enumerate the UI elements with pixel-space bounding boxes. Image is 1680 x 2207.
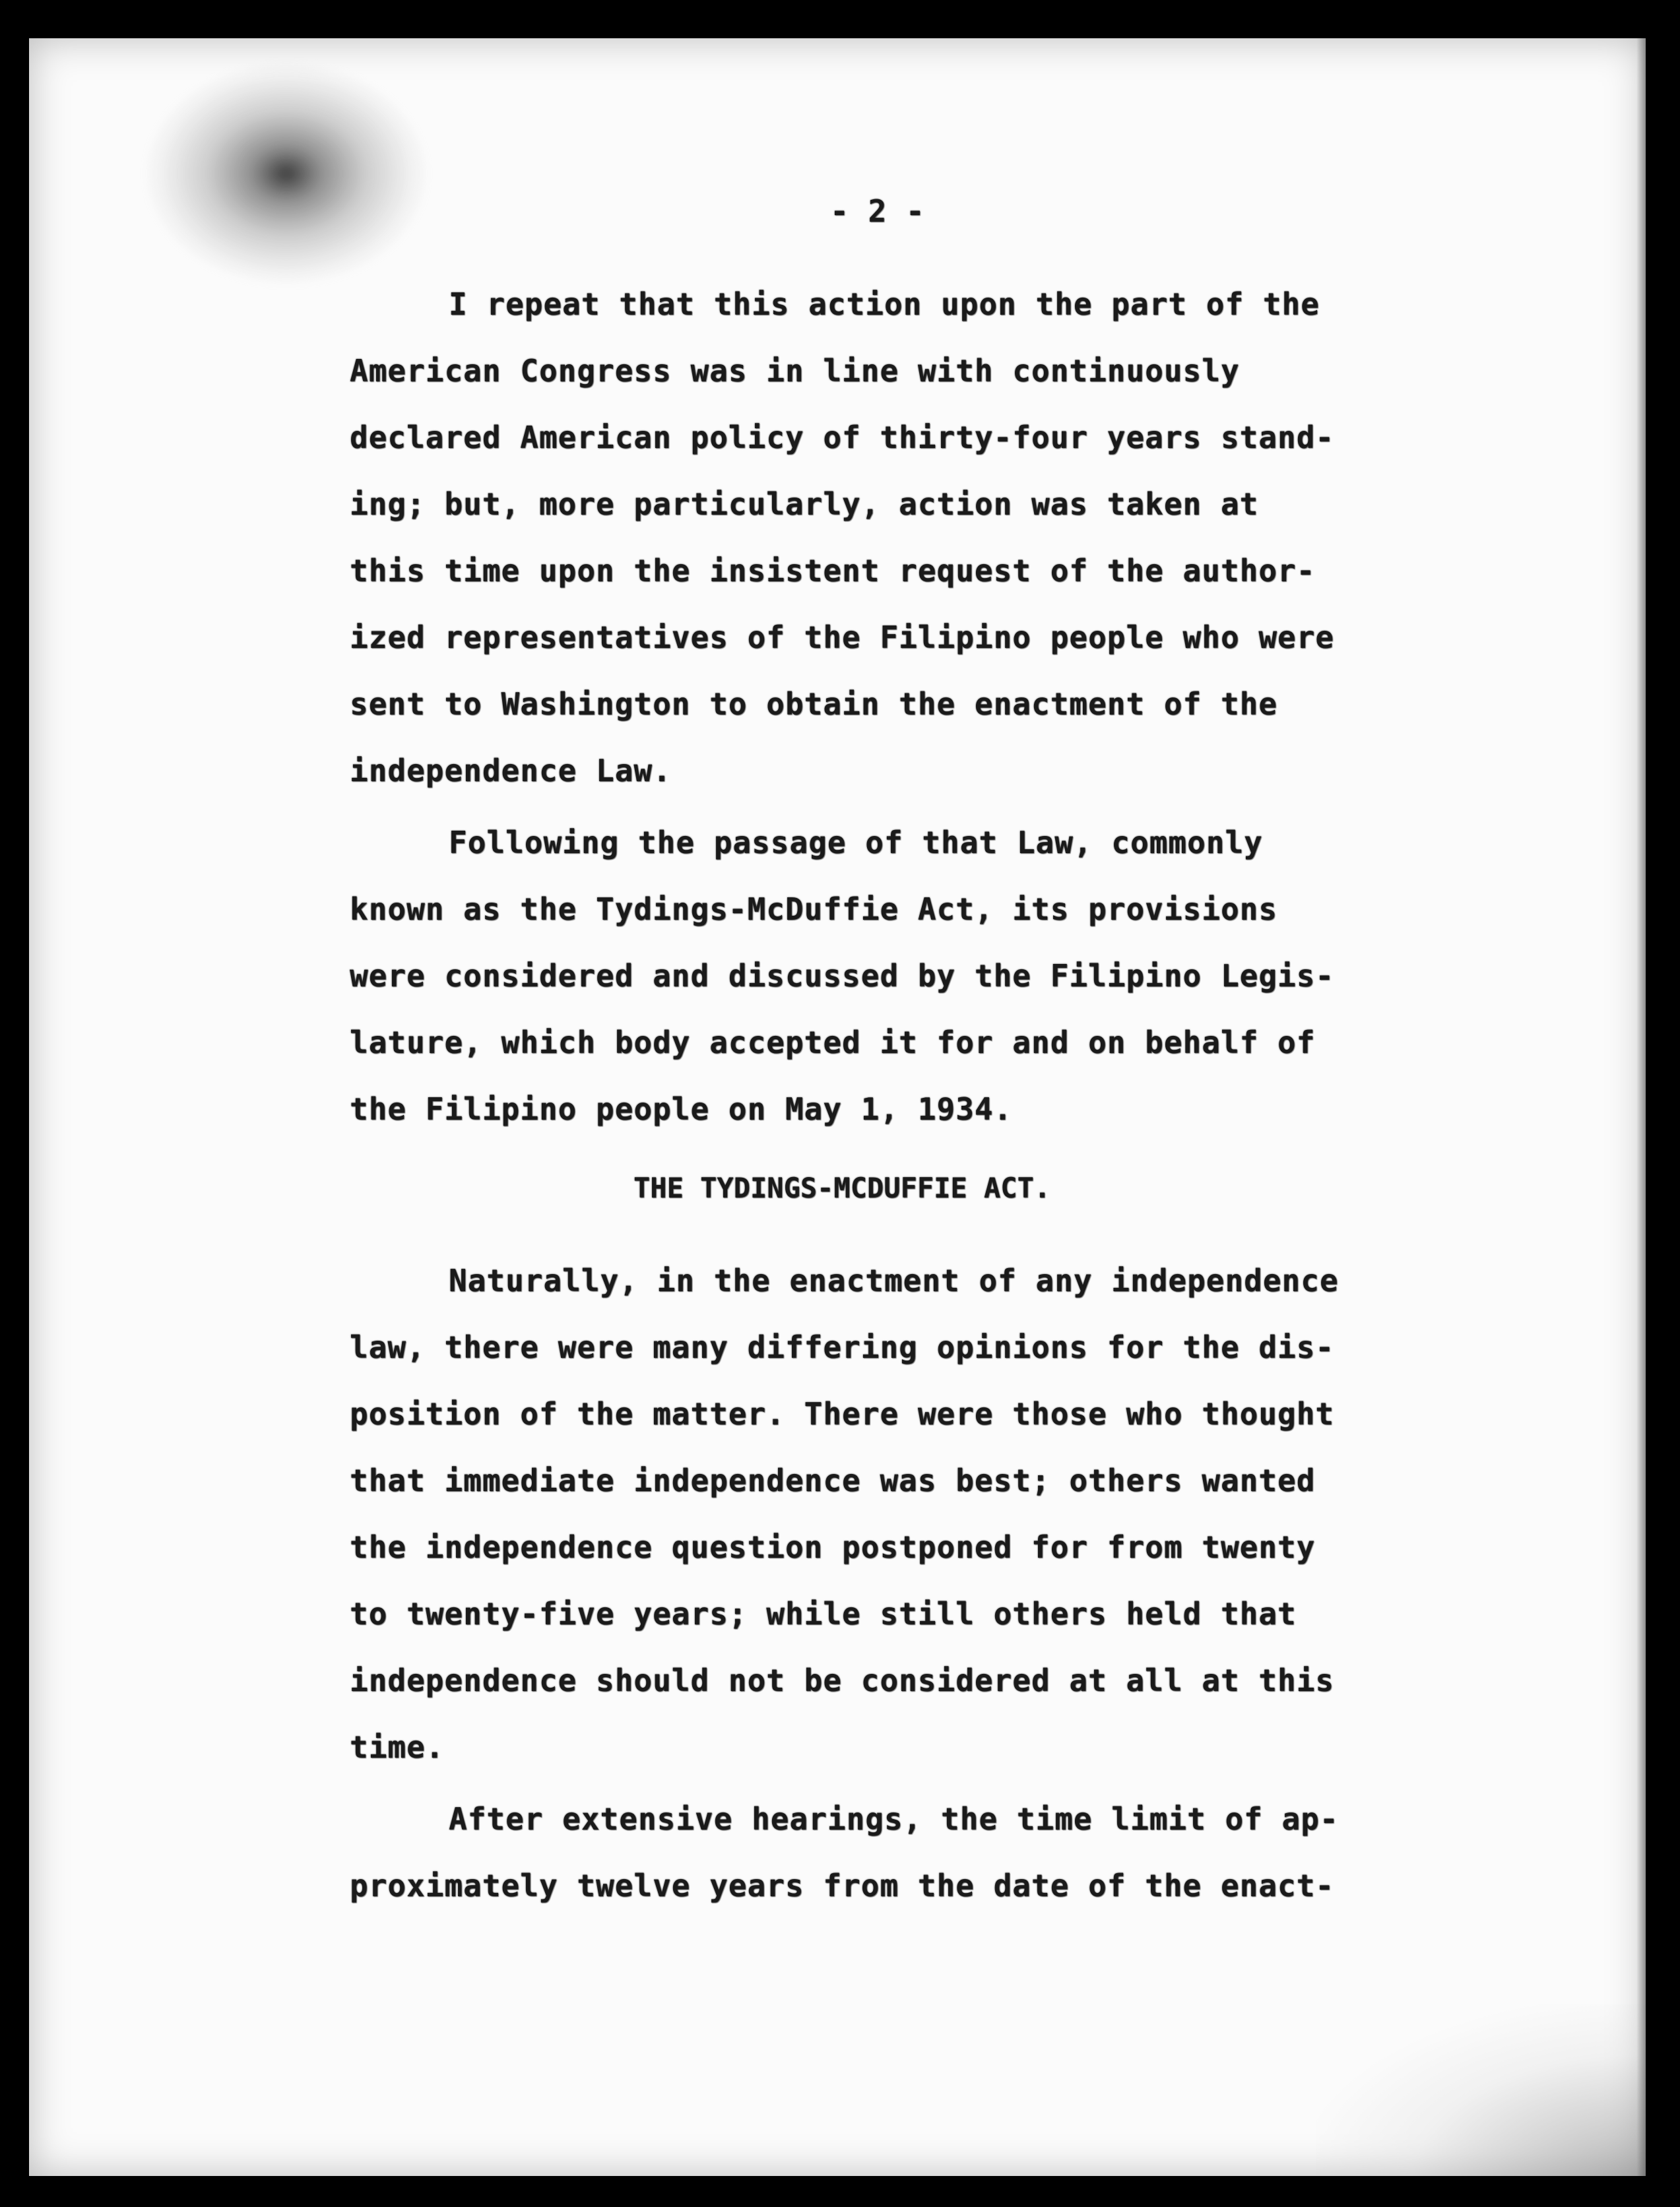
- text-line: declared American policy of thirty-four years stand-: [350, 420, 1335, 455]
- text-line: ized representatives of the Filipino people who were: [350, 620, 1335, 655]
- page-number: - 2 -: [830, 193, 925, 229]
- text-line: law, there were many differing opinions for the dis-: [350, 1329, 1335, 1365]
- paragraph: [350, 271, 1425, 804]
- section-heading: THE TYDINGS-MCDUFFIE ACT.: [633, 1172, 1051, 1204]
- text-line: Following the passage of that Law, commonly: [449, 825, 1263, 860]
- text-line: the independence question postponed for from twenty: [350, 1529, 1316, 1565]
- text-line: sent to Washington to obtain the enactment of the: [350, 686, 1278, 722]
- section-before-heading: [350, 271, 1425, 1143]
- document-body: [350, 178, 1425, 1925]
- text-line: to twenty-five years; while still others held that: [350, 1596, 1297, 1632]
- text-line: American Congress was in line with continuously: [350, 353, 1240, 389]
- text-line: this time upon the insistent request of the author-: [350, 553, 1316, 589]
- paragraph: [350, 1248, 1425, 1781]
- page-edge: [1636, 38, 1646, 2176]
- text-line: ing; but, more particularly, action was taken at: [350, 486, 1259, 522]
- text-line: time.: [350, 1729, 445, 1765]
- text-line: lature, which body accepted it for and on behalf of: [350, 1025, 1316, 1060]
- text-line: After extensive hearings, the time limit of ap-: [449, 1801, 1339, 1837]
- text-line: proximately twelve years from the date of the enact-: [350, 1868, 1335, 1903]
- paragraph: [350, 810, 1425, 1143]
- text-line: I repeat that this action upon the part of the: [449, 286, 1320, 322]
- text-line: known as the Tydings-McDuffie Act, its provisions: [350, 891, 1278, 927]
- text-line: position of the matter. There were those who thought: [350, 1396, 1335, 1432]
- text-line: the Filipino people on May 1, 1934.: [350, 1091, 1013, 1127]
- section-after-heading: [350, 1248, 1425, 1919]
- text-line: independence should not be considered at all at this: [350, 1663, 1335, 1698]
- corner-shading: [1316, 2004, 1646, 2176]
- text-line: that immediate independence was best; others wanted: [350, 1463, 1316, 1498]
- text-line: independence Law.: [350, 753, 672, 788]
- text-line: were considered and discussed by the Filipino Legis-: [350, 958, 1335, 994]
- paragraph: [350, 1786, 1425, 1919]
- text-line: Naturally, in the enactment of any independence: [449, 1263, 1339, 1298]
